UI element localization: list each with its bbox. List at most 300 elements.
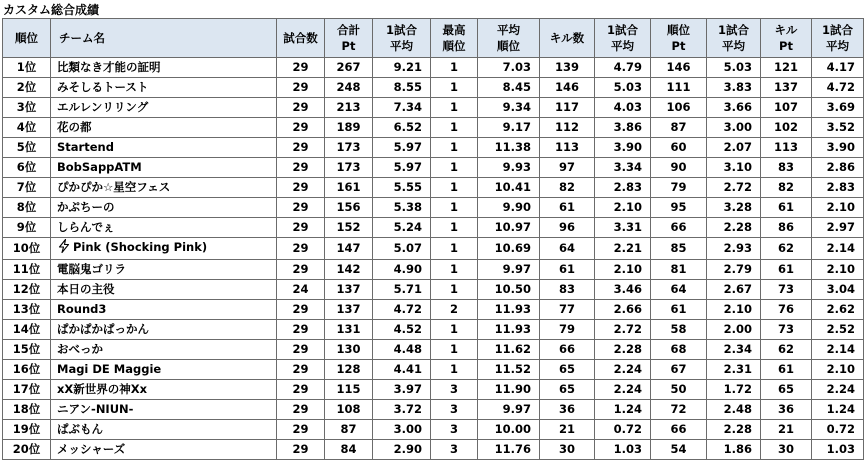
col-header-team-name <box>51 19 277 58</box>
rank-pt-avg-cell: 2.28 <box>707 218 761 238</box>
kills-avg-cell: 1.03 <box>595 440 651 460</box>
team-name-cell <box>51 238 277 260</box>
total-pt-cell: 142 <box>325 260 373 280</box>
col-header-line: 順位 <box>442 39 466 53</box>
kill-pt-cell: 83 <box>761 158 812 178</box>
total-pt-cell: 147 <box>325 238 373 260</box>
rank-cell: 18位 <box>3 400 51 420</box>
total-pt-cell: 87 <box>325 420 373 440</box>
best-rank-cell: 1 <box>431 218 478 238</box>
best-rank-cell: 3 <box>431 420 478 440</box>
avg-rank-cell: 11.93 <box>478 320 540 340</box>
kill-pt-cell: 137 <box>761 78 812 98</box>
kill-pt-cell: 121 <box>761 58 812 78</box>
matches-cell: 29 <box>277 138 325 158</box>
kills-avg-cell: 4.79 <box>595 58 651 78</box>
team-name-cell <box>51 420 277 440</box>
rank-cell: 3位 <box>3 98 51 118</box>
team-name-cell <box>51 380 277 400</box>
rank-pt-cell: 60 <box>651 138 707 158</box>
col-header-line: Pt <box>779 39 793 53</box>
kills-avg-cell: 2.72 <box>595 320 651 340</box>
total-pt-cell: 173 <box>325 138 373 158</box>
best-rank-cell: 3 <box>431 400 478 420</box>
team-name-text: Round3 <box>57 302 107 316</box>
rank-pt-cell: 72 <box>651 400 707 420</box>
col-header-line: 試合数 <box>283 31 318 45</box>
matches-cell: 29 <box>277 58 325 78</box>
table-row <box>3 300 864 320</box>
kills-cell: 61 <box>540 198 595 218</box>
kill-pt-cell: 82 <box>761 178 812 198</box>
team-name-cell <box>51 98 277 118</box>
team-name-cell <box>51 138 277 158</box>
header-row <box>3 19 864 58</box>
team-name-text: xX新世界の神Xx <box>57 382 148 396</box>
col-header-line: 平均 <box>826 39 849 53</box>
table-row <box>3 78 864 98</box>
avg-rank-cell: 10.69 <box>478 238 540 260</box>
rank-cell: 15位 <box>3 340 51 360</box>
matches-cell: 29 <box>277 98 325 118</box>
rank-pt-avg-cell: 2.10 <box>707 300 761 320</box>
table-row <box>3 280 864 300</box>
table-row <box>3 360 864 380</box>
total-pt-cell: 156 <box>325 198 373 218</box>
col-header-line: 順位 <box>497 39 520 53</box>
table-row <box>3 440 864 460</box>
team-name-text: Startend <box>57 140 114 154</box>
col-header-line: 1試合 <box>385 23 417 37</box>
kill-pt-cell: 21 <box>761 420 812 440</box>
rank-cell: 9位 <box>3 218 51 238</box>
rank-pt-cell: 90 <box>651 158 707 178</box>
col-header-kills <box>540 19 595 58</box>
rank-pt-avg-cell: 1.72 <box>707 380 761 400</box>
kill-pt-avg-cell: 1.03 <box>812 440 864 460</box>
kill-pt-avg-cell: 2.14 <box>812 238 864 260</box>
avg-pt-cell: 5.38 <box>373 198 431 218</box>
kill-pt-avg-cell: 2.10 <box>812 360 864 380</box>
rank-pt-cell: 66 <box>651 420 707 440</box>
rank-pt-cell: 67 <box>651 360 707 380</box>
kills-cell: 113 <box>540 138 595 158</box>
table-row <box>3 138 864 158</box>
total-pt-cell: 108 <box>325 400 373 420</box>
team-name-cell <box>51 58 277 78</box>
avg-rank-cell: 11.93 <box>478 300 540 320</box>
kills-avg-cell: 3.90 <box>595 138 651 158</box>
best-rank-cell: 1 <box>431 78 478 98</box>
col-header-line: 順位 <box>15 31 38 45</box>
total-pt-cell: 213 <box>325 98 373 118</box>
kills-avg-cell: 3.31 <box>595 218 651 238</box>
col-header-line: 平均 <box>611 39 634 53</box>
col-header-line: 1試合 <box>717 23 749 37</box>
avg-rank-cell: 10.97 <box>478 218 540 238</box>
avg-rank-cell: 9.93 <box>478 158 540 178</box>
total-pt-cell: 131 <box>325 320 373 340</box>
table-row <box>3 158 864 178</box>
kills-cell: 96 <box>540 218 595 238</box>
col-header-matches <box>277 19 325 58</box>
avg-pt-cell: 3.97 <box>373 380 431 400</box>
table-row <box>3 420 864 440</box>
best-rank-cell: 1 <box>431 360 478 380</box>
kills-cell: 117 <box>540 98 595 118</box>
avg-pt-cell: 5.97 <box>373 158 431 178</box>
kill-pt-cell: 73 <box>761 320 812 340</box>
avg-rank-cell: 11.62 <box>478 340 540 360</box>
best-rank-cell: 1 <box>431 320 478 340</box>
kills-cell: 36 <box>540 400 595 420</box>
kills-avg-cell: 0.72 <box>595 420 651 440</box>
table-row <box>3 320 864 340</box>
rank-pt-avg-cell: 2.28 <box>707 420 761 440</box>
rank-pt-cell: 85 <box>651 238 707 260</box>
avg-rank-cell: 10.00 <box>478 420 540 440</box>
kill-pt-avg-cell: 3.69 <box>812 98 864 118</box>
best-rank-cell: 1 <box>431 198 478 218</box>
rank-pt-cell: 50 <box>651 380 707 400</box>
avg-rank-cell: 9.34 <box>478 98 540 118</box>
total-pt-cell: 173 <box>325 158 373 178</box>
avg-pt-cell: 8.55 <box>373 78 431 98</box>
col-header-kill-pt <box>761 19 812 58</box>
table-row <box>3 340 864 360</box>
avg-rank-cell: 11.90 <box>478 380 540 400</box>
matches-cell: 29 <box>277 360 325 380</box>
kills-cell: 83 <box>540 280 595 300</box>
rank-cell: 5位 <box>3 138 51 158</box>
kill-pt-avg-cell: 0.72 <box>812 420 864 440</box>
kills-avg-cell: 2.10 <box>595 260 651 280</box>
team-name-cell <box>51 300 277 320</box>
avg-pt-cell: 4.52 <box>373 320 431 340</box>
table-row <box>3 400 864 420</box>
table-row <box>3 98 864 118</box>
kills-cell: 21 <box>540 420 595 440</box>
kill-pt-cell: 36 <box>761 400 812 420</box>
col-header-line: キル <box>774 23 798 37</box>
col-header-rank <box>3 19 51 58</box>
team-name-text: しらんでぇ <box>57 220 115 234</box>
kills-cell: 30 <box>540 440 595 460</box>
team-name-text: エルレンリリング <box>57 100 149 114</box>
total-pt-cell: 248 <box>325 78 373 98</box>
kill-pt-avg-cell: 2.52 <box>812 320 864 340</box>
team-name-text: メッシャーズ <box>57 442 126 456</box>
team-name-cell <box>51 360 277 380</box>
avg-pt-cell: 9.21 <box>373 58 431 78</box>
kills-cell: 77 <box>540 300 595 320</box>
avg-rank-cell: 10.41 <box>478 178 540 198</box>
team-name-cell <box>51 218 277 238</box>
rank-pt-cell: 111 <box>651 78 707 98</box>
avg-pt-cell: 4.72 <box>373 300 431 320</box>
kill-pt-avg-cell: 3.90 <box>812 138 864 158</box>
avg-pt-cell: 2.90 <box>373 440 431 460</box>
kills-avg-cell: 3.46 <box>595 280 651 300</box>
rank-pt-avg-cell: 1.86 <box>707 440 761 460</box>
standings-table <box>2 18 864 460</box>
rank-pt-avg-cell: 5.03 <box>707 58 761 78</box>
matches-cell: 29 <box>277 260 325 280</box>
avg-rank-cell: 8.45 <box>478 78 540 98</box>
rank-cell: 2位 <box>3 78 51 98</box>
rank-pt-cell: 66 <box>651 218 707 238</box>
team-name-cell <box>51 118 277 138</box>
team-name-text: 花の都 <box>57 120 92 134</box>
rank-pt-avg-cell: 2.79 <box>707 260 761 280</box>
rank-pt-avg-cell: 2.72 <box>707 178 761 198</box>
matches-cell: 29 <box>277 158 325 178</box>
team-name-text: おべっか <box>57 342 103 356</box>
rank-cell: 13位 <box>3 300 51 320</box>
col-header-rank-pt-avg <box>707 19 761 58</box>
table-row <box>3 178 864 198</box>
rank-pt-avg-cell: 2.07 <box>707 138 761 158</box>
team-name-cell <box>51 198 277 218</box>
table-row <box>3 58 864 78</box>
kills-cell: 79 <box>540 320 595 340</box>
rank-pt-cell: 106 <box>651 98 707 118</box>
matches-cell: 29 <box>277 340 325 360</box>
kill-pt-avg-cell: 2.86 <box>812 158 864 178</box>
avg-rank-cell: 9.90 <box>478 198 540 218</box>
rank-pt-cell: 81 <box>651 260 707 280</box>
avg-pt-cell: 7.34 <box>373 98 431 118</box>
table-body <box>3 58 864 460</box>
rank-pt-cell: 54 <box>651 440 707 460</box>
rank-pt-avg-cell: 3.66 <box>707 98 761 118</box>
col-header-avg-rank <box>478 19 540 58</box>
avg-pt-cell: 4.90 <box>373 260 431 280</box>
kills-avg-cell: 4.03 <box>595 98 651 118</box>
best-rank-cell: 1 <box>431 138 478 158</box>
team-name-text: ニアン-NIUN- <box>57 402 134 416</box>
kills-cell: 64 <box>540 238 595 260</box>
rank-pt-avg-cell: 3.00 <box>707 118 761 138</box>
kill-pt-avg-cell: 2.10 <box>812 198 864 218</box>
kills-avg-cell: 2.10 <box>595 198 651 218</box>
rank-pt-cell: 79 <box>651 178 707 198</box>
rank-pt-cell: 95 <box>651 198 707 218</box>
avg-rank-cell: 11.52 <box>478 360 540 380</box>
kill-pt-avg-cell: 3.52 <box>812 118 864 138</box>
page-title: カスタム総合成績 <box>3 3 100 17</box>
rank-pt-avg-cell: 3.10 <box>707 158 761 178</box>
avg-pt-cell: 5.07 <box>373 238 431 260</box>
rank-pt-avg-cell: 2.00 <box>707 320 761 340</box>
rank-pt-avg-cell: 2.48 <box>707 400 761 420</box>
kill-pt-avg-cell: 2.62 <box>812 300 864 320</box>
col-header-kill-pt-avg <box>812 19 864 58</box>
avg-pt-cell: 5.71 <box>373 280 431 300</box>
table-row <box>3 260 864 280</box>
team-name-cell <box>51 340 277 360</box>
rank-pt-avg-cell: 2.34 <box>707 340 761 360</box>
kills-avg-cell: 2.83 <box>595 178 651 198</box>
best-rank-cell: 1 <box>431 118 478 138</box>
col-header-kills-avg <box>595 19 651 58</box>
rank-cell: 16位 <box>3 360 51 380</box>
kills-avg-cell: 3.34 <box>595 158 651 178</box>
total-pt-cell: 137 <box>325 300 373 320</box>
matches-cell: 29 <box>277 420 325 440</box>
kills-cell: 65 <box>540 380 595 400</box>
rank-pt-cell: 87 <box>651 118 707 138</box>
kills-avg-cell: 2.66 <box>595 300 651 320</box>
best-rank-cell: 1 <box>431 58 478 78</box>
col-header-line: 順位 <box>667 23 690 37</box>
kill-pt-avg-cell: 3.04 <box>812 280 864 300</box>
rank-pt-cell: 58 <box>651 320 707 340</box>
col-header-line: 平均 <box>722 39 745 53</box>
team-name-cell <box>51 440 277 460</box>
kills-avg-cell: 3.86 <box>595 118 651 138</box>
kill-pt-avg-cell: 2.10 <box>812 260 864 280</box>
table-row <box>3 238 864 260</box>
rank-pt-avg-cell: 2.93 <box>707 238 761 260</box>
rank-pt-cell: 61 <box>651 300 707 320</box>
kill-pt-avg-cell: 2.97 <box>812 218 864 238</box>
avg-pt-cell: 5.55 <box>373 178 431 198</box>
kill-pt-avg-cell: 2.14 <box>812 340 864 360</box>
col-header-rank-pt <box>651 19 707 58</box>
kills-avg-cell: 2.24 <box>595 380 651 400</box>
kill-pt-cell: 65 <box>761 380 812 400</box>
col-header-best-rank <box>431 19 478 58</box>
best-rank-cell: 3 <box>431 440 478 460</box>
avg-rank-cell: 9.97 <box>478 400 540 420</box>
team-name-cell <box>51 320 277 340</box>
kill-pt-cell: 76 <box>761 300 812 320</box>
kill-pt-avg-cell: 2.83 <box>812 178 864 198</box>
rank-cell: 1位 <box>3 58 51 78</box>
rank-cell: 11位 <box>3 260 51 280</box>
avg-pt-cell: 5.24 <box>373 218 431 238</box>
avg-pt-cell: 4.41 <box>373 360 431 380</box>
kill-pt-cell: 113 <box>761 138 812 158</box>
rank-cell: 8位 <box>3 198 51 218</box>
matches-cell: 29 <box>277 78 325 98</box>
rank-cell: 7位 <box>3 178 51 198</box>
total-pt-cell: 161 <box>325 178 373 198</box>
best-rank-cell: 1 <box>431 178 478 198</box>
team-name-text: 電脳鬼ゴリラ <box>57 262 126 276</box>
kill-pt-cell: 61 <box>761 198 812 218</box>
best-rank-cell: 3 <box>431 380 478 400</box>
matches-cell: 29 <box>277 380 325 400</box>
team-name-cell <box>51 178 277 198</box>
rank-pt-avg-cell: 3.83 <box>707 78 761 98</box>
kill-pt-avg-cell: 4.17 <box>812 58 864 78</box>
col-header-line: 1試合 <box>821 23 853 37</box>
col-header-avg-pt <box>373 19 431 58</box>
kill-pt-cell: 61 <box>761 360 812 380</box>
matches-cell: 29 <box>277 300 325 320</box>
kill-pt-cell: 30 <box>761 440 812 460</box>
best-rank-cell: 1 <box>431 260 478 280</box>
table-row <box>3 218 864 238</box>
rank-pt-avg-cell: 3.28 <box>707 198 761 218</box>
matches-cell: 24 <box>277 280 325 300</box>
total-pt-cell: 152 <box>325 218 373 238</box>
kills-avg-cell: 1.24 <box>595 400 651 420</box>
avg-pt-cell: 5.97 <box>373 138 431 158</box>
team-name-cell <box>51 158 277 178</box>
col-header-line: キル数 <box>549 31 585 45</box>
rank-cell: 12位 <box>3 280 51 300</box>
kills-cell: 146 <box>540 78 595 98</box>
matches-cell: 29 <box>277 238 325 260</box>
col-header-line: 平均 <box>497 23 520 37</box>
avg-pt-cell: 3.00 <box>373 420 431 440</box>
matches-cell: 29 <box>277 218 325 238</box>
rank-cell: 6位 <box>3 158 51 178</box>
kill-pt-cell: 107 <box>761 98 812 118</box>
col-header-line: 平均 <box>390 39 413 53</box>
table-row <box>3 118 864 138</box>
kill-pt-cell: 61 <box>761 260 812 280</box>
team-name-text: Pink (Shocking Pink) <box>73 240 208 254</box>
best-rank-cell: 1 <box>431 238 478 260</box>
best-rank-cell: 1 <box>431 280 478 300</box>
lightning-bolt-icon <box>57 239 71 259</box>
rank-pt-cell: 68 <box>651 340 707 360</box>
rank-cell: 19位 <box>3 420 51 440</box>
best-rank-cell: 1 <box>431 340 478 360</box>
col-header-line: チーム名 <box>59 31 105 45</box>
team-name-text: ぱかぱかぱっかん <box>57 322 149 336</box>
matches-cell: 29 <box>277 178 325 198</box>
rank-cell: 14位 <box>3 320 51 340</box>
team-name-cell <box>51 78 277 98</box>
col-header-total-pt <box>325 19 373 58</box>
rank-pt-cell: 146 <box>651 58 707 78</box>
total-pt-cell: 115 <box>325 380 373 400</box>
total-pt-cell: 189 <box>325 118 373 138</box>
avg-rank-cell: 10.50 <box>478 280 540 300</box>
col-header-line: 合計 <box>337 23 360 37</box>
kills-cell: 97 <box>540 158 595 178</box>
kills-cell: 65 <box>540 360 595 380</box>
team-name-text: 比類なき才能の証明 <box>57 60 161 74</box>
kills-avg-cell: 2.28 <box>595 340 651 360</box>
matches-cell: 29 <box>277 198 325 218</box>
matches-cell: 29 <box>277 400 325 420</box>
kill-pt-cell: 62 <box>761 238 812 260</box>
kills-cell: 61 <box>540 260 595 280</box>
kills-cell: 139 <box>540 58 595 78</box>
best-rank-cell: 1 <box>431 98 478 118</box>
team-name-text: 本日の主役 <box>57 282 115 296</box>
table-row <box>3 380 864 400</box>
col-header-line: Pt <box>671 39 686 53</box>
kill-pt-avg-cell: 1.24 <box>812 400 864 420</box>
avg-rank-cell: 11.38 <box>478 138 540 158</box>
kills-cell: 82 <box>540 178 595 198</box>
team-name-text: かぷちーの <box>57 200 115 214</box>
team-name-cell <box>51 400 277 420</box>
kill-pt-avg-cell: 2.24 <box>812 380 864 400</box>
rank-cell: 20位 <box>3 440 51 460</box>
kills-avg-cell: 5.03 <box>595 78 651 98</box>
table-row <box>3 198 864 218</box>
total-pt-cell: 137 <box>325 280 373 300</box>
col-header-line: 最高 <box>442 23 466 37</box>
